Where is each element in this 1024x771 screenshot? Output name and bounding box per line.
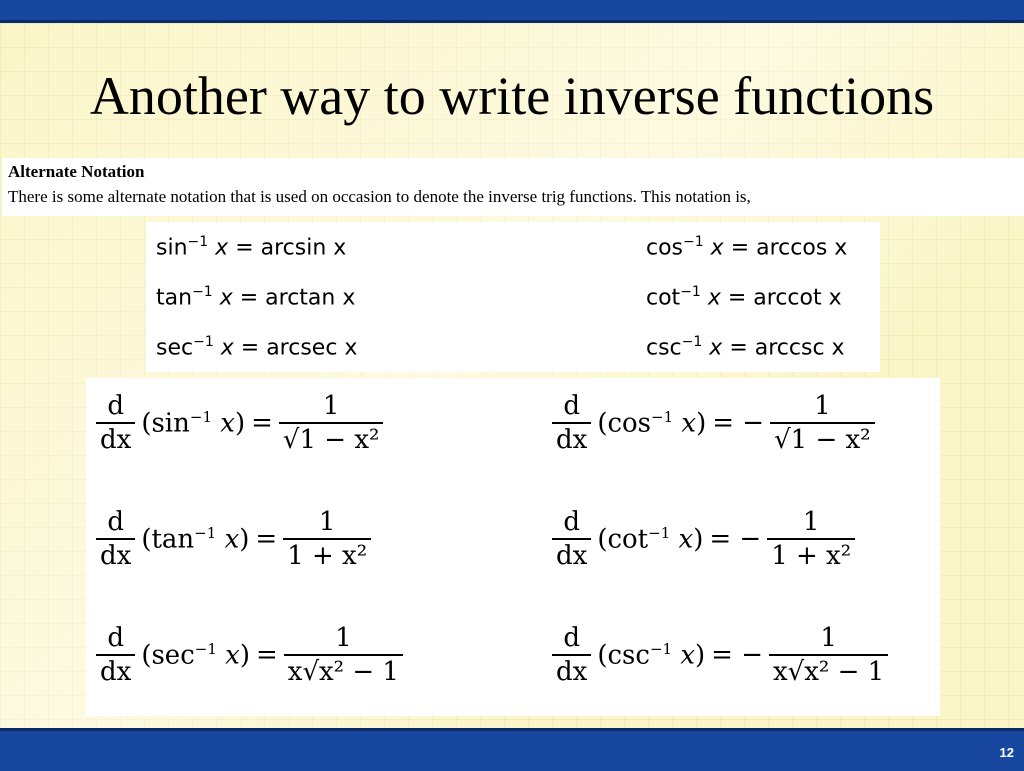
slide-title: Another way to write inverse functions xyxy=(89,66,935,126)
deriv-op-den: dx xyxy=(552,538,591,572)
result-den: √1 − x² xyxy=(770,422,875,456)
deriv-result xyxy=(283,506,371,572)
result-num: 1 xyxy=(802,507,820,537)
deriv-argument: ($\sin^{-1}$ x) xyxy=(141,407,246,439)
deriv-op-num: d xyxy=(107,391,124,421)
eq-exp: −1 xyxy=(681,334,703,350)
top-bar xyxy=(0,0,1024,23)
deriv-result xyxy=(284,622,403,688)
eq-rhs: = arctan x xyxy=(239,285,356,311)
deriv-argument: ($\cot^{-1}$ x) xyxy=(597,523,704,555)
notation-equations-box xyxy=(146,222,880,372)
eq-fn: csc xyxy=(646,335,682,361)
slide-number: 12 xyxy=(999,745,1014,760)
notation-note xyxy=(2,158,1024,216)
eq-rhs: = arccsc x xyxy=(729,335,845,361)
eq-var: x xyxy=(707,285,721,311)
deriv-op-den: dx xyxy=(96,538,135,572)
derivative-tan xyxy=(96,506,371,572)
deriv-var: x xyxy=(681,408,697,439)
derivative-cot xyxy=(552,506,855,572)
result-num: 1 xyxy=(335,623,352,653)
eq-rhs: = arcsec x xyxy=(240,335,358,361)
eq-fn: sin xyxy=(156,235,188,261)
deriv-exp: −1 xyxy=(649,639,673,658)
result-den: √1 − x² xyxy=(279,422,384,456)
deriv-sign: = − xyxy=(709,524,762,554)
deriv-op-num: d xyxy=(107,623,124,653)
result-den: x√x² − 1 xyxy=(769,654,888,688)
deriv-var: x xyxy=(224,524,240,555)
deriv-result xyxy=(770,390,875,456)
eq-rhs: = arccot x xyxy=(727,285,842,311)
deriv-operator xyxy=(552,622,591,688)
deriv-exp: −1 xyxy=(194,523,217,542)
notation-eq-cot xyxy=(646,284,842,310)
deriv-fn: sec xyxy=(151,640,195,671)
deriv-sign: = − xyxy=(711,640,763,670)
deriv-sign: = xyxy=(255,640,278,670)
deriv-result xyxy=(769,622,888,688)
result-num: 1 xyxy=(318,507,336,537)
deriv-operator xyxy=(96,506,135,572)
deriv-fn: cot xyxy=(607,524,649,555)
eq-exp: −1 xyxy=(187,234,209,250)
derivatives-box xyxy=(86,378,940,716)
result-den: 1 + x² xyxy=(767,538,855,572)
bottom-bar xyxy=(0,728,1024,771)
eq-var: x xyxy=(215,235,229,261)
deriv-result xyxy=(767,506,855,572)
deriv-exp: −1 xyxy=(189,407,212,426)
deriv-operator xyxy=(552,506,591,572)
deriv-op-den: dx xyxy=(552,654,591,688)
eq-exp: −1 xyxy=(680,284,701,300)
deriv-var: x xyxy=(225,640,240,671)
eq-fn: cos xyxy=(646,235,684,261)
eq-fn: sec xyxy=(156,335,194,361)
eq-fn: cot xyxy=(646,285,681,311)
result-num: 1 xyxy=(322,391,340,421)
eq-exp: −1 xyxy=(192,284,213,300)
eq-var: x xyxy=(709,335,723,361)
result-num: 1 xyxy=(814,391,831,421)
deriv-argument: ($\tan^{-1}$ x) xyxy=(141,523,250,555)
deriv-fn: sin xyxy=(151,408,190,439)
deriv-var: x xyxy=(220,408,235,439)
deriv-exp: −1 xyxy=(194,639,217,658)
deriv-operator xyxy=(96,390,135,456)
deriv-exp: −1 xyxy=(651,407,674,426)
derivative-sin xyxy=(96,390,383,456)
note-description: There is some alternate notation that is used on occasion to denote the inverse trig functions. This notation is, xyxy=(8,187,751,206)
eq-var: x xyxy=(710,235,724,261)
result-num: 1 xyxy=(820,623,837,653)
deriv-result xyxy=(279,390,384,456)
note-heading: Alternate Notation xyxy=(8,162,145,181)
deriv-sign: = xyxy=(251,408,273,438)
deriv-operator xyxy=(96,622,135,688)
deriv-var: x xyxy=(680,640,695,671)
eq-rhs: = arcsin x xyxy=(235,235,347,261)
eq-var: x xyxy=(219,285,233,311)
deriv-op-num: d xyxy=(107,507,124,537)
notation-eq-cos xyxy=(646,234,847,260)
result-den: 1 + x² xyxy=(283,538,371,572)
deriv-op-den: dx xyxy=(96,654,135,688)
deriv-op-num: d xyxy=(563,391,580,421)
notation-eq-csc xyxy=(646,334,845,360)
deriv-var: x xyxy=(678,524,694,555)
derivative-csc xyxy=(552,622,888,688)
eq-exp: −1 xyxy=(683,234,704,250)
deriv-fn: tan xyxy=(151,524,195,555)
deriv-argument: ($\sec^{-1}$ x) xyxy=(141,639,250,671)
deriv-op-den: dx xyxy=(552,422,591,456)
deriv-argument: ($\csc^{-1}$ x) xyxy=(597,639,706,671)
notation-eq-sin xyxy=(156,234,346,260)
eq-fn: tan xyxy=(156,285,193,311)
eq-rhs: = arccos x xyxy=(730,235,848,261)
notation-eq-sec xyxy=(156,334,357,360)
deriv-sign: = − xyxy=(712,408,765,438)
deriv-argument: ($\cos^{-1}$ x) xyxy=(597,407,707,439)
deriv-fn: csc xyxy=(607,640,650,671)
derivative-cos xyxy=(552,390,875,456)
derivative-sec xyxy=(96,622,403,688)
notation-eq-tan xyxy=(156,284,355,310)
eq-exp: −1 xyxy=(193,334,214,350)
deriv-fn: cos xyxy=(607,408,652,439)
deriv-op-den: dx xyxy=(96,422,135,456)
deriv-op-num: d xyxy=(563,507,580,537)
eq-var: x xyxy=(220,335,234,361)
result-den: x√x² − 1 xyxy=(284,654,403,688)
deriv-op-num: d xyxy=(563,623,580,653)
deriv-sign: = xyxy=(255,524,278,554)
deriv-operator xyxy=(552,390,591,456)
deriv-exp: −1 xyxy=(648,523,671,542)
